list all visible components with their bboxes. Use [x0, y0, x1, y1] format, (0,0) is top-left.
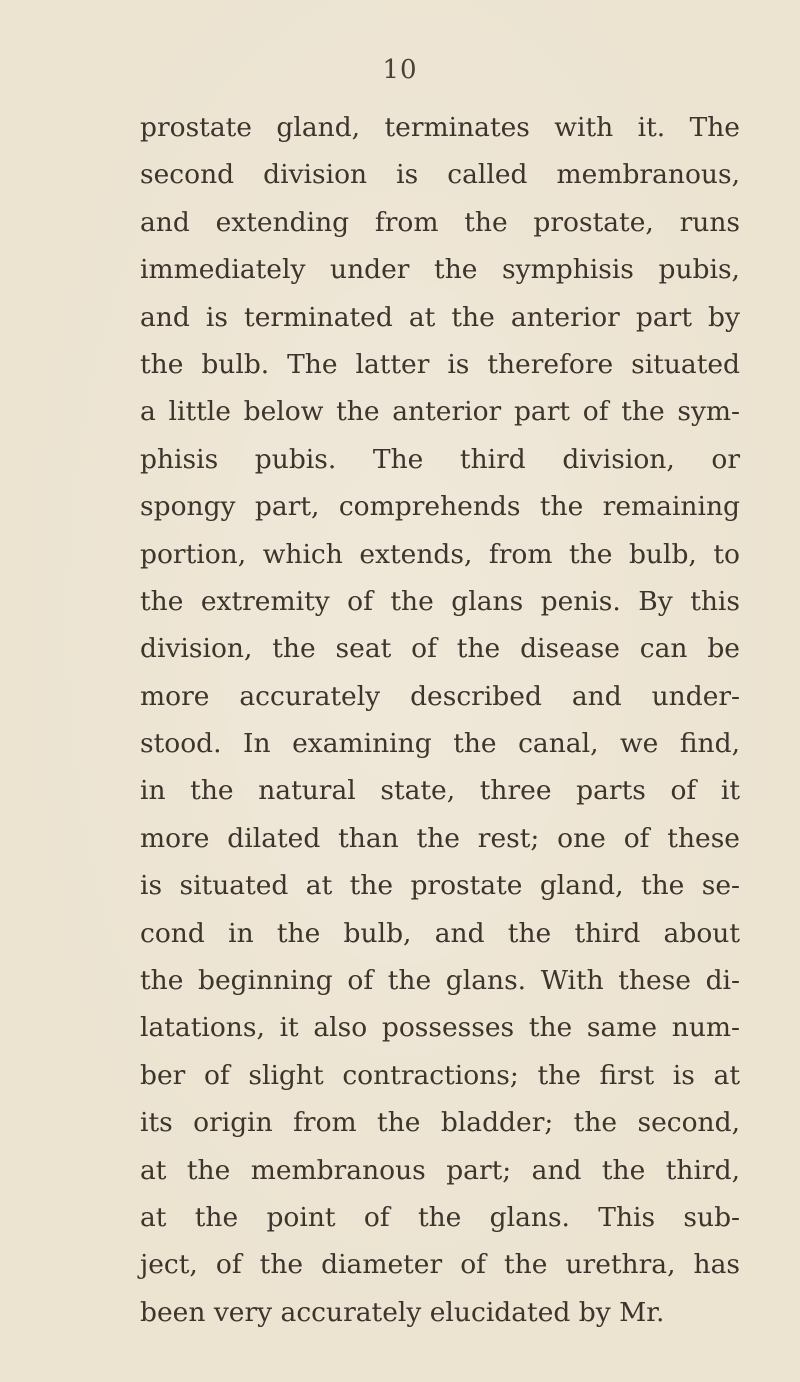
text-line: second division is called membranous, — [140, 159, 740, 191]
text-line: more accurately described and under- — [140, 680, 740, 712]
text-line: a little below the anterior part of the sym- — [140, 396, 740, 428]
text-line: cond in the bulb, and the third about — [140, 917, 740, 949]
text-line: in the natural state, three parts of it — [140, 775, 740, 807]
text-line: and is terminated at the anterior part by — [140, 301, 740, 333]
text-line: ber of slight contractions; the first is at — [140, 1059, 740, 1091]
text-line: prostate gland, terminates with it. The — [140, 112, 740, 143]
text-line: at the membranous part; and the third, — [140, 1154, 740, 1186]
text-line: more dilated than the rest; one of these — [140, 822, 740, 854]
text-line: at the point of the glans. This sub- — [140, 1201, 740, 1233]
text-line: latations, it also possesses the same num- — [140, 1012, 740, 1044]
text-line: ject, of the diameter of the urethra, has — [140, 1249, 740, 1281]
text-line: the bulb. The latter is therefore situated — [140, 348, 740, 380]
text-line: its origin from the bladder; the second, — [140, 1107, 740, 1139]
text-line: division, the seat of the disease can be — [140, 633, 740, 665]
body-text — [140, 104, 740, 1336]
text-line: spongy part, comprehends the remaining — [140, 491, 740, 523]
text-line: stood. In examining the canal, we find, — [140, 728, 740, 760]
text-line: portion, which extends, from the bulb, to — [140, 538, 740, 570]
text-line: phisis pubis. The third division, or — [140, 443, 740, 475]
page-number: 10 — [382, 55, 418, 85]
text-line: and extending from the prostate, runs — [140, 206, 740, 238]
text-line: the beginning of the glans. With these di- — [140, 965, 740, 997]
text-line: been very accurately elucidated by Mr. — [140, 1296, 665, 1328]
text-line: immediately under the symphisis pubis, — [140, 254, 740, 286]
text-line: the extremity of the glans penis. By this — [140, 585, 740, 617]
text-line: is situated at the prostate gland, the se- — [140, 870, 740, 902]
